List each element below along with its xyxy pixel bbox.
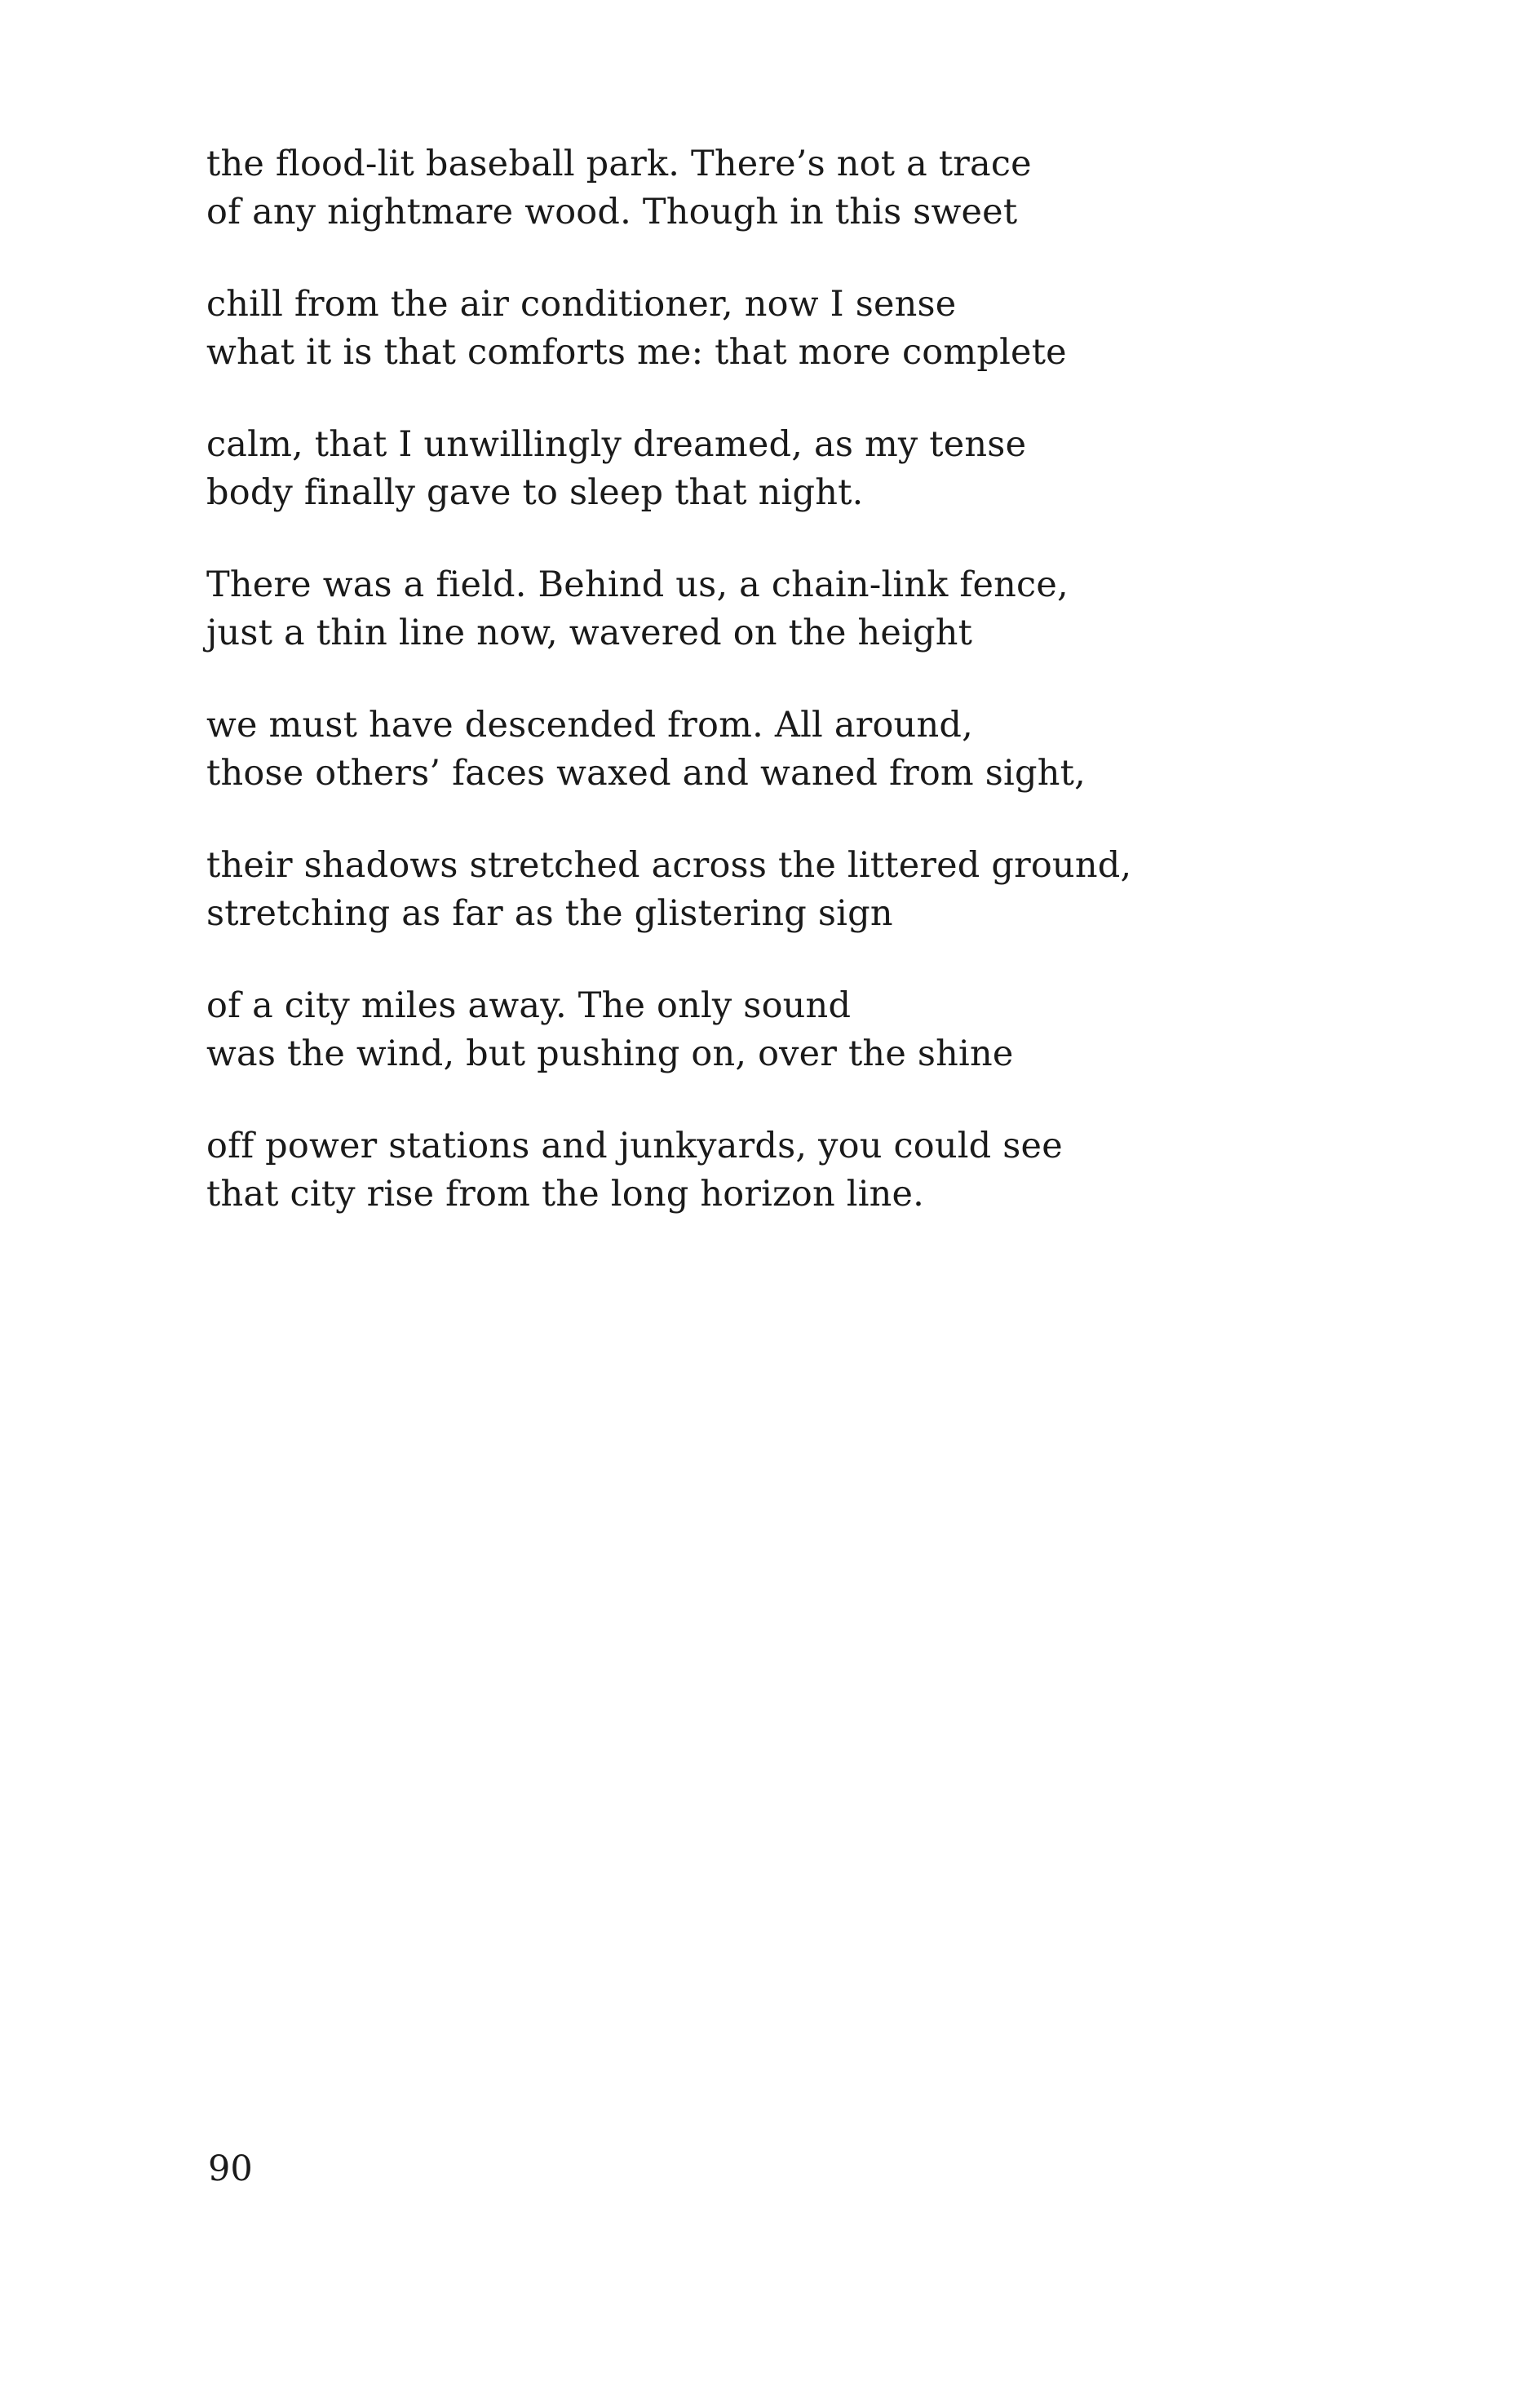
poem-line: stretching as far as the glistering sign (206, 893, 893, 934)
poem-line: chill from the air conditioner, now I sense (206, 284, 957, 325)
stanza-1 (206, 140, 1389, 237)
poem-line: of any nightmare wood. Though in this sweet (206, 192, 1018, 232)
stanza-3 (206, 421, 1389, 517)
stanza-4 (206, 561, 1389, 657)
poem-line: just a thin line now, wavered on the height (206, 613, 973, 653)
poem-line: calm, that I unwillingly dreamed, as my tense (206, 424, 1027, 465)
poem-body (206, 140, 1389, 1263)
poem-line: body finally gave to sleep that night. (206, 472, 864, 513)
poem-line: of a city miles away. The only sound (206, 985, 852, 1026)
stanza-5 (206, 701, 1389, 798)
poem-line: those others’ faces waxed and waned from sight, (206, 753, 1086, 794)
stanza-8 (206, 1122, 1389, 1219)
poem-line: we must have descended from. All around, (206, 705, 973, 746)
poem-line: what it is that comforts me: that more complete (206, 332, 1067, 373)
page-number: 90 (208, 2148, 253, 2189)
stanza-6 (206, 842, 1389, 938)
poem-line: was the wind, but pushing on, over the shine (206, 1033, 1014, 1074)
poem-line: the flood-lit baseball park. There’s not a trace (206, 144, 1032, 184)
stanza-7 (206, 982, 1389, 1078)
poem-line: that city rise from the long horizon line. (206, 1174, 925, 1215)
poem-line: their shadows stretched across the littered ground, (206, 845, 1132, 886)
poem-line: off power stations and junkyards, you could see (206, 1126, 1063, 1166)
poem-line: There was a field. Behind us, a chain-link fence, (206, 564, 1069, 605)
stanza-2 (206, 281, 1389, 377)
